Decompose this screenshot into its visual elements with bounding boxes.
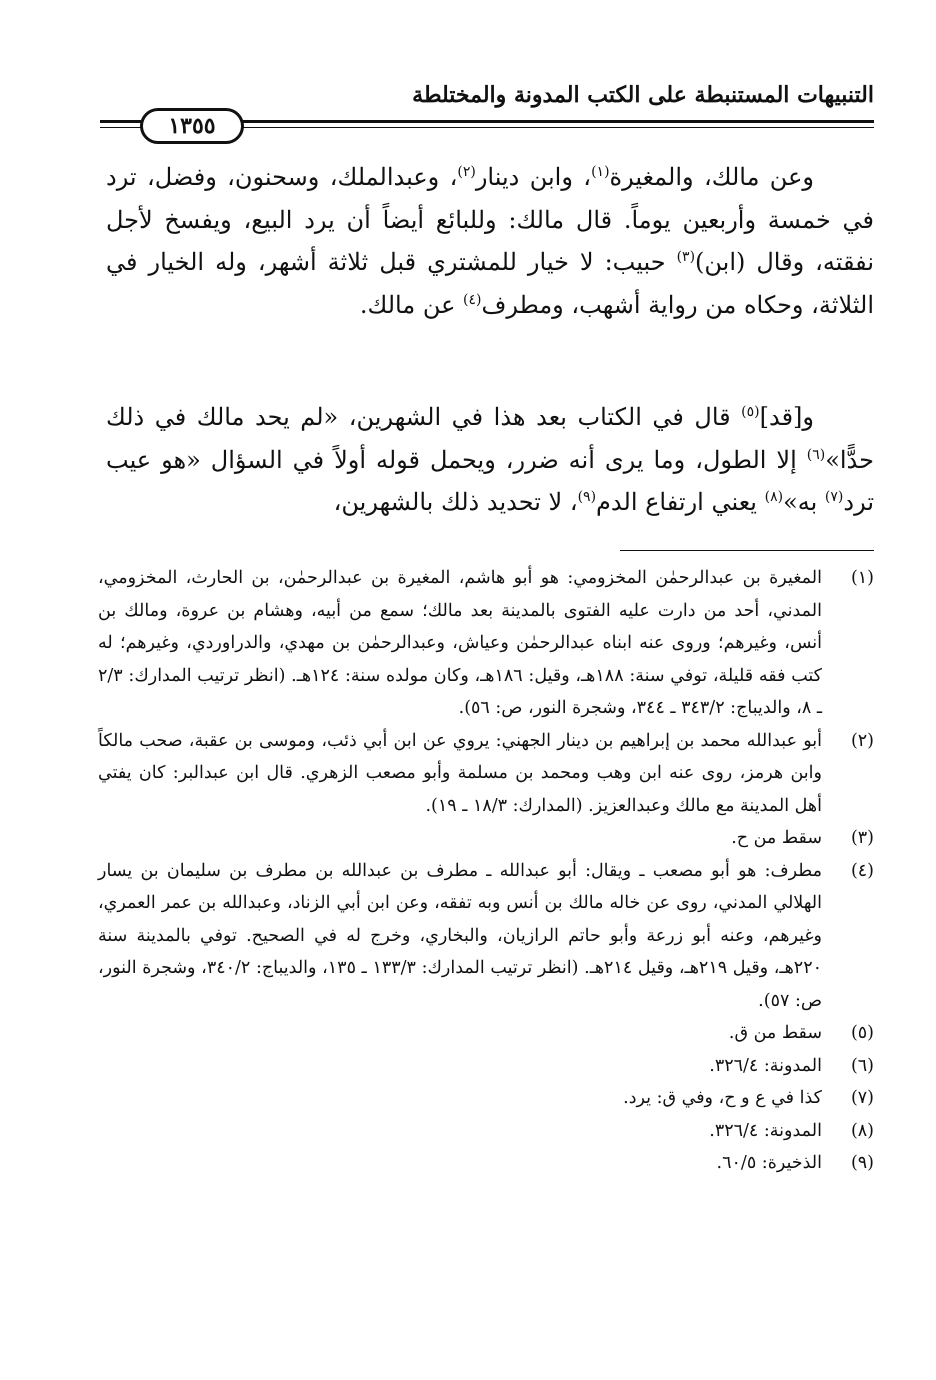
text-run: حبيب: لا خيار للمشتري قبل ثلاثة أشهر، وله الخيار في الثلاثة، وحكاه من رواية أشهب، ومطرف xyxy=(106,248,874,319)
footnote-text: المدونة: ٣٢٦/٤. xyxy=(709,1120,822,1141)
footnote-separator xyxy=(620,550,874,551)
footnote-item xyxy=(98,1147,874,1180)
footnote-text: سقط من ق. xyxy=(728,1023,822,1043)
footnote-text: الذخيرة: ٦٠/٥. xyxy=(716,1153,822,1173)
footnote-number: (٤) xyxy=(850,860,874,881)
page-number: ١٣٥٥ xyxy=(140,108,244,144)
footnote-marker: (٢) xyxy=(457,164,476,180)
footnote-number: (٢) xyxy=(850,730,874,751)
footnote-item xyxy=(98,1017,874,1050)
text-run: وعن مالك، والمغيرة xyxy=(609,163,814,191)
text-run: به» xyxy=(783,488,825,516)
footnote-number: (٣) xyxy=(850,828,874,848)
text-run: ، لا تحديد ذلك بالشهرين، xyxy=(333,488,578,516)
text-run: إلا الطول، وما يرى أنه ضرر، ويحمل قوله أولاً في السؤال «هو عيب ترد xyxy=(106,445,874,516)
footnote-number: (٩) xyxy=(850,1153,874,1173)
footnote-item xyxy=(98,1115,874,1148)
footnote-marker: (١) xyxy=(591,164,610,180)
footnote-item xyxy=(98,855,874,1018)
text-run: ، وابن دينار xyxy=(475,163,592,191)
text-run: يعني ارتفاع الدم xyxy=(596,488,765,516)
footnote-text: أبو عبدالله محمد بن إبراهيم بن دينار الجهني: يروي عن ابن أبي ذئب، وموسى بن عقبة، صحب مالكاً وابن هرمز، روى عنه ابن وهب ومحمد بن مسلمة وأبو مصعب الزهري. قال ابن عبدالبر: كان يفتي أهل المدينة مع مالك وعبدالعزيز. (المدارك: ١٨/٣ ـ ١٩). xyxy=(98,730,822,816)
body-paragraph-2 xyxy=(106,396,874,524)
footnote-number: (٨) xyxy=(850,1120,874,1141)
footnote-number: (٥) xyxy=(850,1023,874,1043)
body-paragraph-1 xyxy=(106,156,874,326)
paragraph-content xyxy=(106,163,874,319)
footnote-item xyxy=(98,822,874,855)
footnote-text: المغيرة بن عبدالرحمٰن المخزومي: هو أبو هاشم، المغيرة بن عبدالرحمٰن، بن الحارث، المخزومي، المدني، أحد من دارت عليه الفتوى بالمدينة بعد مالك؛ سمع من أبيه، وهشام بن عروة، ومالك بن أنس، وغيرهم؛ وروى عنه ابناه عبدالرحمٰن وعياش، وعبدالرحمٰن بن مهدي، والدراوردي، وغيرهم؛ له كتب فقه قليلة، توفي سنة: ١٨٨هـ، وقيل: ١٨٦هـ، وكان مولده سنة: ١٢٤هـ. (انظر ترتيب المدارك: ٢/٣ ـ ٨، والديباج: ٣٤٣/٢ ـ ٣٤٤، وشجرة النور، ص: ٥٦). xyxy=(98,568,822,718)
footnote-marker: (٨) xyxy=(764,489,784,505)
footnote-text: سقط من ح. xyxy=(731,828,822,848)
paragraph-content xyxy=(106,403,874,516)
footnote-text: المدونة: ٣٢٦/٤. xyxy=(709,1055,822,1076)
text-run: عن مالك. xyxy=(359,290,464,319)
footnote-marker: (٧) xyxy=(824,489,844,505)
footnote-text: كذا في ع و ح، وفي ق: يرد. xyxy=(623,1088,822,1108)
footnote-marker: (٣) xyxy=(676,249,696,265)
footnote-item xyxy=(98,1050,874,1083)
footnote-marker: (٩) xyxy=(577,489,597,505)
footnotes xyxy=(98,562,874,1180)
footnote-marker: (٤) xyxy=(463,291,482,308)
footnote-item xyxy=(98,1082,874,1115)
footnote-item xyxy=(98,725,874,823)
text-run: و[قد] xyxy=(759,403,814,431)
running-title: التنبيهات المستنبطة على الكتب المدونة والمختلطة xyxy=(412,82,874,108)
footnote-number: (٦) xyxy=(850,1055,874,1076)
footnote-marker: (٥) xyxy=(741,404,760,420)
text-run: ، وعبدالملك، وسحنون، وفضل، ترد في خمسة وأربعين يوماً. قال مالك: وللبائع أيضاً أن يرد البيع، ويفسخ لأجل نفقته، وقال (ابن) xyxy=(106,163,874,276)
text-run: قال في الكتاب بعد هذا في الشهرين، «لم يحد مالك في ذلك حدًّا» xyxy=(106,403,874,474)
footnote-text: مطرف: هو أبو مصعب ـ ويقال: أبو عبدالله ـ مطرف بن عبدالله بن مطرف بن سليمان بن يسار الهلالي المدني، روى عن خاله مالك بن أنس وبه تفقه، وعن ابن أبي الزناد، وعبدالله بن عمر العمري، وغيرهم، وعنه أبو زرعة وأبو حاتم الرازيان، والبخاري، وخرج له في الصحيح. توفي بالمدينة سنة ٢٢٠هـ، وقيل ٢١٩هـ، وقيل ٢١٤هـ. (انظر ترتيب المدارك: ١٣٣/٣ ـ ١٣٥، والديباج: ٣٤٠/٢، وشجرة النور، ص: ٥٧). xyxy=(98,860,822,1011)
footnote-marker: (٦) xyxy=(806,446,826,463)
footnote-item xyxy=(98,562,874,725)
footnote-number: (٧) xyxy=(850,1088,874,1108)
footnote-number: (١) xyxy=(850,568,874,588)
